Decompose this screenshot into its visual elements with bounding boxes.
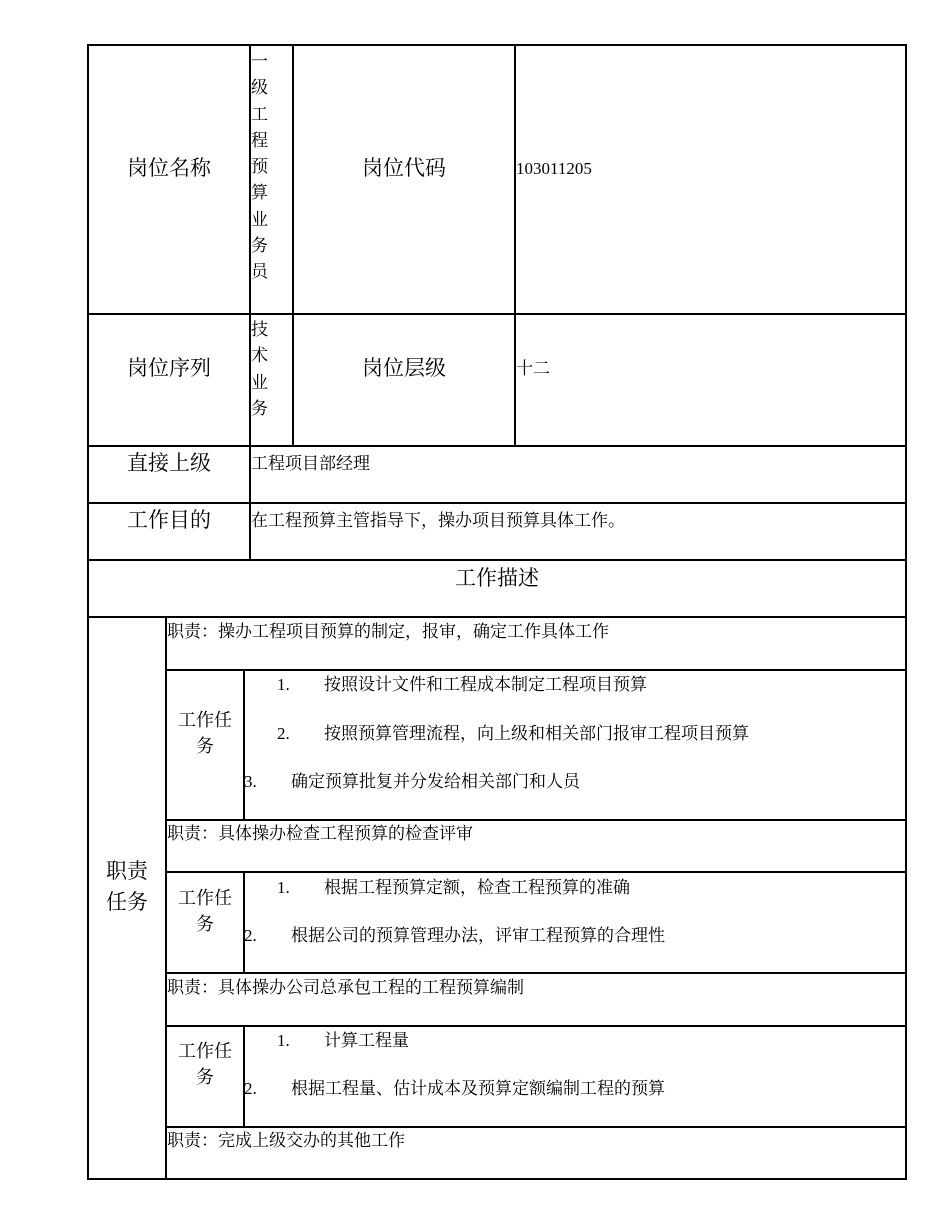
task-number: 1.	[277, 1031, 290, 1050]
section-title: 工作描述	[455, 566, 539, 590]
position-sequence-value: 技术业务	[251, 320, 268, 418]
table-border-top	[87, 44, 907, 46]
duty-label-line2: 任务	[106, 890, 148, 914]
task-text: 确定预算批复并分发给相关部门和人员	[291, 772, 580, 791]
col-divider	[243, 871, 245, 973]
task-label: 工作任	[178, 888, 232, 908]
task-number: 2.	[244, 1079, 257, 1098]
col-divider	[292, 44, 294, 446]
row-divider	[165, 1126, 907, 1128]
col-divider	[243, 1025, 245, 1127]
task-number: 3.	[244, 772, 257, 791]
task-number: 1.	[277, 878, 290, 897]
task-label: 务	[196, 1067, 214, 1087]
task-label: 务	[196, 914, 214, 934]
task-text: 按照设计文件和工程成本制定工程项目预算	[324, 675, 647, 694]
position-code-label: 岗位代码	[362, 156, 446, 180]
row-divider	[87, 616, 907, 618]
task-text: 按照预算管理流程，向上级和相关部门报审工程项目预算	[324, 724, 749, 743]
col-divider	[514, 44, 516, 446]
table-border-right	[905, 44, 907, 1180]
row-divider	[87, 559, 907, 561]
row-divider	[87, 313, 907, 315]
duty-title: 职责：完成上级交办的其他工作	[167, 1131, 405, 1150]
task-number: 2.	[277, 724, 290, 743]
task-number: 1.	[277, 675, 290, 694]
duty-label-line1: 职责	[106, 859, 148, 883]
row-divider	[165, 819, 907, 821]
direct-superior-value: 工程项目部经理	[251, 454, 370, 473]
task-text: 根据工程预算定额，检查工程预算的准确	[324, 878, 630, 897]
task-text: 根据工程量、估计成本及预算定额编制工程的预算	[291, 1079, 665, 1098]
position-level-label: 岗位层级	[362, 356, 446, 380]
direct-superior-label: 直接上级	[127, 451, 211, 475]
task-number: 2.	[244, 926, 257, 945]
position-level-value: 十二	[516, 359, 550, 378]
task-label: 工作任	[178, 1041, 232, 1061]
row-divider	[165, 871, 907, 873]
task-text: 计算工程量	[324, 1031, 409, 1050]
position-name-value: 一级工程预算业务员	[251, 52, 268, 282]
task-text: 根据公司的预算管理办法，评审工程预算的合理性	[291, 926, 665, 945]
task-label: 工作任	[178, 710, 232, 730]
position-name-label: 岗位名称	[127, 156, 211, 180]
duty-title: 职责：操办工程项目预算的制定，报审，确定工作具体工作	[167, 622, 609, 641]
position-code-value: 103011205	[516, 159, 592, 178]
row-divider	[165, 669, 907, 671]
duty-title: 职责：具体操办公司总承包工程的工程预算编制	[167, 978, 524, 997]
position-sequence-label: 岗位序列	[127, 356, 211, 380]
task-label: 务	[196, 736, 214, 756]
col-divider	[243, 669, 245, 820]
row-divider	[165, 1025, 907, 1027]
table-border-bottom	[87, 1178, 907, 1180]
row-divider	[87, 502, 907, 504]
row-divider	[165, 972, 907, 974]
row-divider	[87, 445, 907, 447]
duty-title: 职责：具体操办检查工程预算的检查评审	[167, 824, 473, 843]
table-border-left	[87, 44, 89, 1180]
job-purpose-value: 在工程预算主管指导下，操办项目预算具体工作。	[251, 511, 625, 530]
job-purpose-label: 工作目的	[127, 508, 211, 532]
